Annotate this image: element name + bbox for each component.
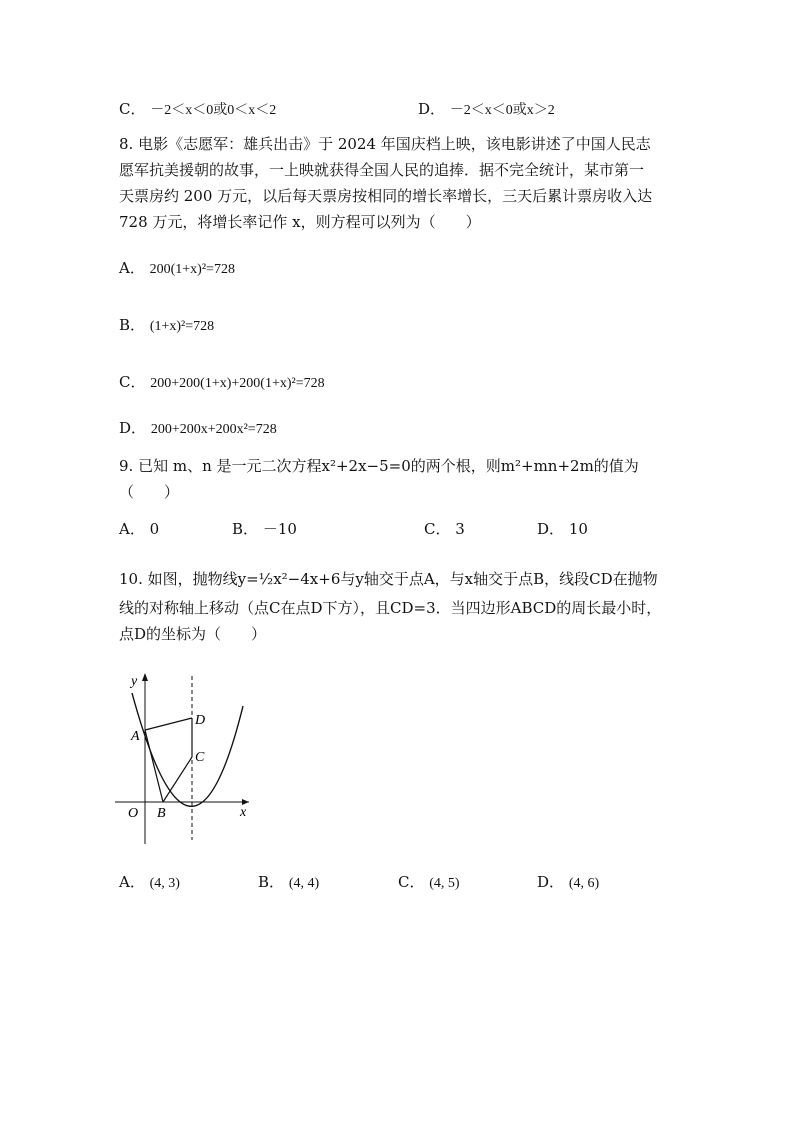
label-d: D xyxy=(195,713,206,728)
option-value: (4, 6) xyxy=(568,876,600,891)
q9-option-c xyxy=(424,516,465,542)
q8-option-b xyxy=(119,312,214,340)
q9-stem: 9. 已知 m、n 是一元二次方程x²+2x−5=0的两个根，则m²+mn+2m的值为 xyxy=(119,457,639,475)
option-label: A． xyxy=(119,873,145,891)
q8-stem-line-1: 8. 电影《志愿军：雄兵出击》于 2024 年国庆档上映，该电影讲述了中国人民志 xyxy=(119,135,651,153)
segment-ad xyxy=(145,718,192,730)
option-value: 10 xyxy=(568,520,588,538)
option-value: (4, 3) xyxy=(149,876,180,891)
option-label: D． xyxy=(537,873,565,891)
q9-answer-paren: （ ） xyxy=(119,483,180,501)
option-label: B． xyxy=(119,316,146,334)
q8-stem-line-3: 天票房约 200 万元，以后每天票房按相同的增长率增长，三天后累计票房收入达 xyxy=(119,187,653,205)
q10-option-a xyxy=(119,869,180,897)
option-value: －10 xyxy=(262,520,297,538)
option-label: A． xyxy=(119,259,145,277)
option-label: B． xyxy=(232,520,259,538)
y-axis-arrow xyxy=(142,673,148,681)
q10-option-d xyxy=(537,869,599,897)
label-b: B xyxy=(157,806,166,821)
option-label: C． xyxy=(424,520,451,538)
q10-stem-line-1: 10. 如图，抛物线y=½x²−4x+6与y轴交于点A，与x轴交于点B，线段CD在抛物 xyxy=(119,570,658,588)
q9-option-b xyxy=(232,516,297,542)
label-y: y xyxy=(131,674,138,689)
label-o: O xyxy=(128,806,139,821)
option-math: 200+200x+200x²=728 xyxy=(150,422,277,437)
option-value: 0 xyxy=(149,520,160,538)
q8-stem-line-4: 728 万元，将增长率记作 x，则方程可以列为（ ） xyxy=(119,213,481,231)
q7-option-c xyxy=(119,96,276,124)
q8-stem-line-2: 愿军抗美援朝的故事，一上映就获得全国人民的追捧．据不完全统计，某市第一 xyxy=(119,161,645,179)
option-label: D． xyxy=(418,100,446,118)
q8-option-c xyxy=(119,369,325,397)
option-label: C． xyxy=(398,873,425,891)
label-a: A xyxy=(131,729,140,744)
segment-ab xyxy=(145,730,163,802)
option-label: C． xyxy=(119,373,146,391)
q10-option-b xyxy=(258,869,319,897)
q8-option-a xyxy=(119,255,235,283)
option-label: D． xyxy=(119,419,147,437)
q8-option-d xyxy=(119,415,277,443)
q9-option-d xyxy=(537,516,588,542)
option-value: (4, 4) xyxy=(288,876,320,891)
q7-option-d xyxy=(418,96,555,124)
option-value: (4, 5) xyxy=(429,876,460,891)
option-value: 3 xyxy=(455,520,465,538)
option-math: (1+x)²=728 xyxy=(149,319,215,334)
q9-option-a xyxy=(119,516,159,542)
label-x: x xyxy=(240,805,247,820)
q10-stem-line-2: 线的对称轴上移动（点C在点D下方），且CD=3．当四边形ABCD的周长最小时， xyxy=(119,599,662,617)
option-math: 200+200(1+x)+200(1+x)²=728 xyxy=(150,376,325,391)
option-label: C． xyxy=(119,100,146,118)
option-label: D． xyxy=(537,520,565,538)
option-math: －2＜x＜0或0＜x＜2 xyxy=(150,103,277,118)
q10-stem-line-3: 点D的坐标为（ ） xyxy=(119,625,267,643)
option-label: B． xyxy=(258,873,285,891)
option-label: A． xyxy=(119,520,145,538)
parabola-curve xyxy=(132,693,243,806)
q10-option-c xyxy=(398,869,460,897)
parabola-figure xyxy=(115,668,265,848)
label-c: C xyxy=(195,750,205,765)
option-math: 200(1+x)²=728 xyxy=(149,262,235,277)
segment-bc xyxy=(163,757,192,802)
option-math: －2＜x＜0或x＞2 xyxy=(449,103,555,118)
